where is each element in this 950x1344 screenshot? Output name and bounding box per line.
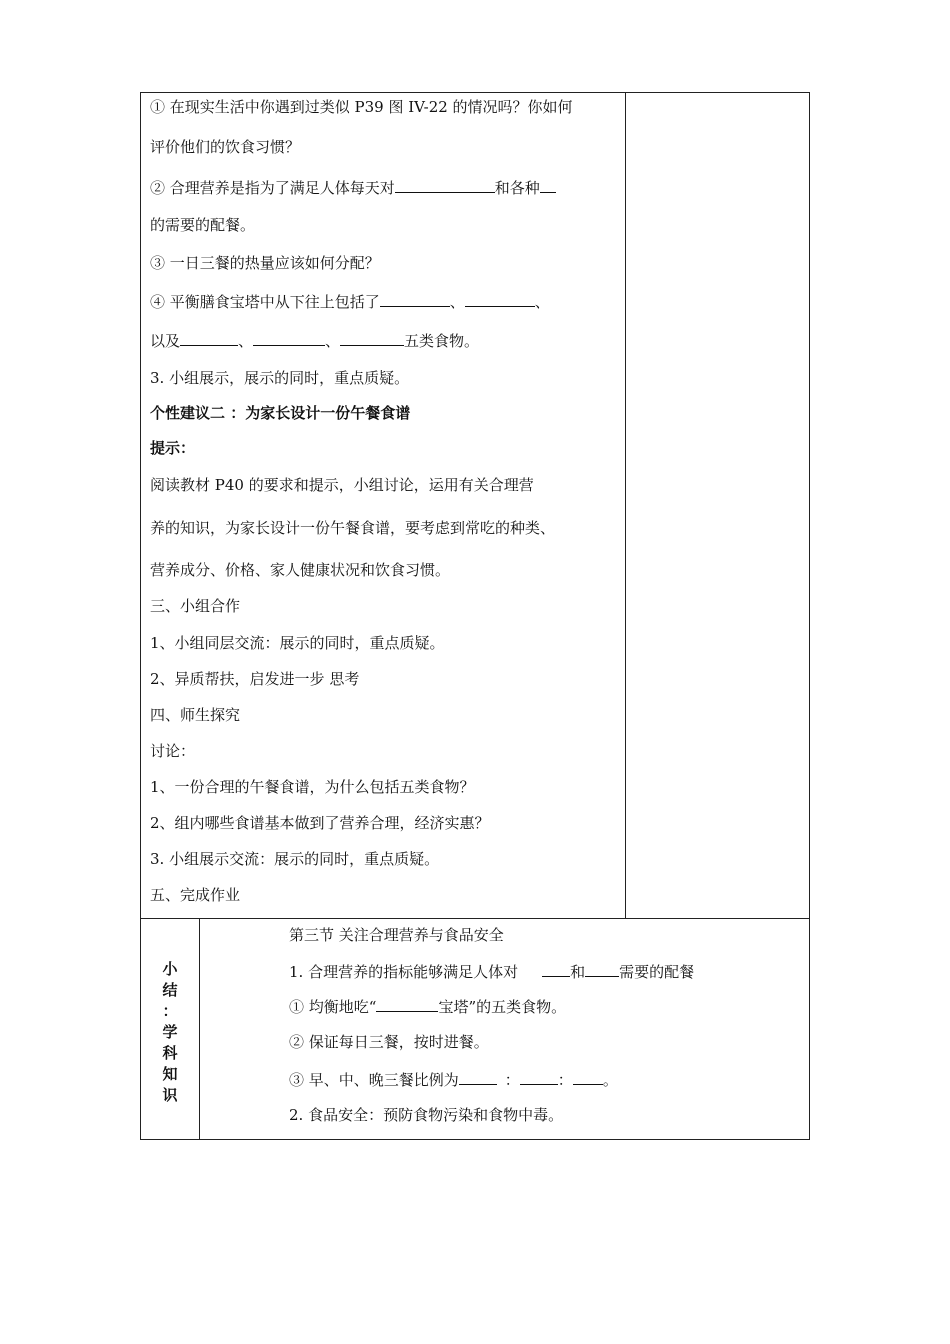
question-4-text-a: 以及 xyxy=(150,332,181,350)
fill-blank xyxy=(520,1069,558,1085)
discussion-item-2: 2、组内哪些食谱基本做到了营养合理，经济实惠？ xyxy=(150,814,490,832)
summary-line-5: 2. 食品安全：预防食物污染和食物中毒。 xyxy=(289,1106,564,1124)
label-char: 结 xyxy=(162,981,178,999)
summary-line-4-d: 。 xyxy=(602,1071,618,1089)
section-3-heading: 三、小组合作 xyxy=(150,597,241,615)
summary-title: 第三节 关注合理营养与食品安全 xyxy=(289,926,504,944)
fill-blank xyxy=(253,330,325,346)
label-char: 学 xyxy=(162,1023,178,1041)
tip-line-2: 养的知识，为家长设计一份午餐食谱，要考虑到常吃的种类、 xyxy=(150,519,556,537)
fill-blank xyxy=(459,1069,497,1085)
question-2-line-1 xyxy=(150,177,556,198)
label-char: 知 xyxy=(162,1065,178,1083)
summary-divider xyxy=(199,919,200,1139)
summary-line-4-c: ： xyxy=(557,1071,573,1089)
discussion-item-1: 1、一份合理的午餐食谱，为什么包括五类食物？ xyxy=(150,778,475,796)
discussion-item-3: 3. 小组展示交流：展示的同时，重点质疑。 xyxy=(150,850,440,868)
tip-line-3: 营养成分、价格、家人健康状况和饮食习惯。 xyxy=(150,561,451,579)
summary-line-2 xyxy=(289,996,566,1017)
step-3: 3. 小组展示，展示的同时，重点质疑。 xyxy=(150,369,410,387)
summary-line-4-b: ： xyxy=(504,1071,520,1089)
label-char: 小 xyxy=(162,960,178,978)
summary-line-3: ② 保证每日三餐，按时进餐。 xyxy=(289,1033,489,1051)
fill-blank xyxy=(380,291,450,307)
summary-line-1-b: 和 xyxy=(570,963,586,981)
summary-line-4-a: ③ 早、中、晚三餐比例为 xyxy=(289,1071,459,1089)
section-5-heading: 五、完成作业 xyxy=(150,886,241,904)
tip-line-1: 阅读教材 P40 的要求和提示，小组讨论，运用有关合理营 xyxy=(150,476,534,494)
question-1-line-2: 评价他们的饮食习惯？ xyxy=(150,138,301,156)
question-4-line-1: ④ 平衡膳食宝塔中从下往上包括了 、 、 xyxy=(150,293,550,311)
section-4-heading: 四、师生探究 xyxy=(150,706,241,724)
fill-blank xyxy=(542,961,570,977)
section-3-item-1: 1、小组同层交流：展示的同时，重点质疑。 xyxy=(150,634,445,652)
question-4-text-b: 五类食物。 xyxy=(404,332,480,350)
label-char: 科 xyxy=(162,1044,178,1062)
section-3-item-2: 2、异质帮扶，启发进一步 思考 xyxy=(150,670,360,688)
discussion-label: 讨论： xyxy=(150,742,196,760)
tip-label: 提示： xyxy=(150,439,196,457)
question-4-text: ④ 平衡膳食宝塔中从下往上包括了 xyxy=(150,293,380,311)
summary-line-4 xyxy=(289,1069,618,1090)
question-2-text-a: ② 合理营养是指为了满足人体每天对 xyxy=(150,179,395,197)
label-char: ： xyxy=(162,1002,178,1020)
fill-blank xyxy=(395,177,495,193)
summary-line-2-b: 宝塔”的五类食物。 xyxy=(438,998,567,1016)
fill-blank xyxy=(573,1069,603,1085)
summary-vertical-label xyxy=(141,959,199,1106)
question-4-line-2: 以及 、 、 五类食物。 xyxy=(150,332,480,350)
column-divider xyxy=(625,93,626,919)
summary-line-1-a: 1. 合理营养的指标能够满足人体对 xyxy=(289,963,519,981)
question-3: ③ 一日三餐的热量应该如何分配？ xyxy=(150,254,380,272)
fill-blank xyxy=(540,177,556,193)
summary-line-2-a: ① 均衡地吃“ xyxy=(289,998,377,1016)
label-char: 识 xyxy=(162,1086,178,1104)
task-2-title: 个性建议二 ：为家长设计一份午餐食谱 xyxy=(150,404,411,422)
upper-table xyxy=(140,92,810,918)
fill-blank xyxy=(340,330,404,346)
question-2-text-b: 和各种 xyxy=(494,179,540,197)
question-1-line-1: ① 在现实生活中你遇到过类似 P39 图 IV-22 的情况吗？你如何 xyxy=(150,98,573,116)
fill-blank xyxy=(180,330,238,346)
fill-blank xyxy=(376,996,438,1012)
fill-blank xyxy=(585,961,619,977)
summary-table xyxy=(140,918,810,1140)
fill-blank xyxy=(465,291,535,307)
question-2-line-2: 的需要的配餐。 xyxy=(150,216,256,234)
summary-line-1 xyxy=(289,961,694,982)
summary-line-1-c: 需要的配餐 xyxy=(619,963,695,981)
